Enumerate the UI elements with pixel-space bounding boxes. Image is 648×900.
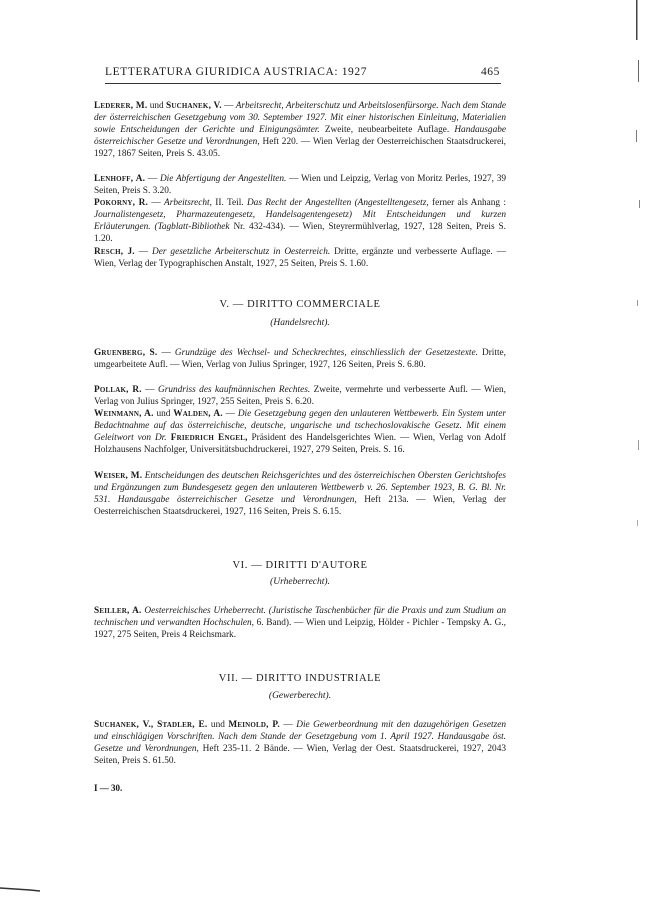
entry-coauthor: Suchanek, V. xyxy=(166,101,222,111)
entry-author: Pollak, R. xyxy=(94,385,142,395)
entry-author: Resch, J. xyxy=(94,247,135,257)
entry-author: Lenhoff, A. xyxy=(94,174,146,184)
entry-title: Die Gewerbeordnung mit den dazugehörigen Gesetzen und einschlägigen Vorschriften. Nach dem Stande der Gesetzgebung vom 1. April 1927. Handausgabe öst. Gesetze und Verordnungen, xyxy=(94,720,506,755)
entry-title: Grundzüge des Wechsel- und Scheckrechtes, einschliesslich der Gesetzestexte. xyxy=(174,348,478,358)
entry-author: Gruenberg, S. xyxy=(94,348,158,358)
bib-entry: Seiller, A. Oesterreichisches Urheberrecht. (Juristische Taschenbücher für die Praxis und zum Studium an technischen und verwandten Hochschulen, 6. Band). — Wien und Leipzig, Hölder - Pichler - Tempsky A. G., 1927, 275 Seiten, Preis 4 Reichsmark. xyxy=(94,606,507,641)
bib-entry: Resch, J. — Der gesetzliche Arbeiterschutz in Oesterreich. Dritte, ergänzte und verbesserte Auflage. — Wien, Verlag der Typographischen Anstalt, 1927, 25 Seiten, Preis S. 1.60. xyxy=(94,247,507,270)
section-subtitle: (Gewerberecht). xyxy=(268,691,332,701)
section-title: VII. — DIRITTO INDUSTRIALE xyxy=(218,673,382,684)
corner-scan-mark xyxy=(0,882,40,892)
entry-coauthor: Walden, A. xyxy=(173,409,223,419)
entry-author: Lederer, M. xyxy=(94,101,148,111)
entry-author: Pokorny, R. xyxy=(94,198,149,208)
entry-author: Seiller, A. xyxy=(94,606,142,616)
entry-title: Der gesetzliche Arbeiterschutz in Oesterreich. xyxy=(152,247,331,257)
section-subtitle: (Handelsrecht). xyxy=(270,318,330,328)
bib-entry: Gruenberg, S. — Grundzüge des Wechsel- und Scheckrechtes, einschliesslich der Gesetzestexte. Dritte, umgearbeitete Aufl. — Wien, Verlag von Julius Springer, 1927, 126 Seiten, Preis S. 6.80. xyxy=(94,348,506,371)
section-title: VI. — DIRITTI D'AUTORE xyxy=(232,560,368,571)
running-title: LETTERATURA GIURIDICA AUSTRIACA: 1927 xyxy=(105,66,368,78)
section-subtitle: (Urheberrecht). xyxy=(270,577,330,587)
entry-author: Weinmann, A. xyxy=(94,409,154,419)
bib-entry: Lederer, M. und Suchanek, V. — Arbeitsrecht, Arbeiterschutz und Arbeitslosenfürsorge. Nach dem Stande der österreichischen Gesetzgebung vom 30. September 1927. Mit einer historischen Einleitung, Materialien sowie Entscheidungen der Gerichte und Einigungsämter. Zweite, neubearbeitete Auflage. Handausgabe österreichischer Gesetze und Verordnungen, Heft 220. — Wien Verlag der Oesterreichischen Staatsdruckerei, 1927, 1867 Seiten, Preis S. 43.05. xyxy=(94,101,507,160)
bib-entry: Weiser, M. Entscheidungen des deutschen Reichsgerichtes und des österreichischen Obersten Gerichtshofes und Ergänzungen zum Bundesgesetz gegen den unlauteren Wettbewerb v. 26. September 1923, B. G. Bl. Nr. 531. Handausgabe österreichischer Gesetze und Verordnungen, Heft 213a. — Wien, Verlag der Oesterreichischen Staatsdruckerei, 1927, 116 Seiten, Preis S. 6.15. xyxy=(94,471,506,518)
entry-author: Suchanek, V., xyxy=(94,720,154,730)
bib-entry: Weinmann, A. und Walden, A. — Die Gesetzgebung gegen den unlauteren Wettbewerb. Ein System unter Bedachtnahme auf das österreichische, deutsche, ungarische und tschechoslovakische Gesetz. Mit einem Geleitwort von Dr. Friedrich Engel, Präsident des Handelsgerichtes Wien. — Wien, Verlag von Adolf Holzhausens Nachfolger, Universitätsbuchdruckerei, 1927, 279 Seiten, Preis. S. 16. xyxy=(94,409,507,456)
bib-entry: Lenhoff, A. — Die Abfertigung der Angestellten. — Wien und Leipzig, Verlag von Moritz Perles, 1927, 39 Seiten, Preis S. 3.20. xyxy=(94,174,506,197)
running-header xyxy=(105,66,500,78)
entry-coauthor: Meinold, P. xyxy=(228,720,280,730)
entry-title: Die Abfertigung der Angestellten. xyxy=(159,174,287,184)
entry-title: Entscheidungen des deutschen Reichsgerichtes und des österreichischen Obersten Gerichtshofes und Ergänzungen zum Bundesgesetz gegen den unlauteren Wettbewerb v. 26. September 1923, B. G. Bl. Nr. 531. Handausgabe österreichischer Gesetze und Verordnungen, xyxy=(94,471,506,506)
header-rule xyxy=(105,83,501,84)
section-title: V. — DIRITTO COMMERCIALE xyxy=(219,299,381,310)
page-number: 465 xyxy=(480,66,500,78)
margin-scan-marks xyxy=(630,0,644,900)
bib-entry: Pollak, R. — Grundriss des kaufmännischen Rechtes. Zweite, vermehrte und verbesserte Aufl. — Wien, Verlag von Julius Springer, 1927, 255 Seiten, Preis S. 6.20. xyxy=(94,385,507,408)
entry-title: Die Gesetzgebung gegen den unlauteren Wettbewerb. Ein System unter Bedachtnahme auf das österreichische, deutsche, ungarische und tschechoslovakische Gesetz. Mit einem Geleitwort von Dr. xyxy=(94,409,507,444)
printer-signature: I — 30. xyxy=(94,783,123,793)
entry-title: Arbeitsrecht, Arbeiterschutz und Arbeitslosenfürsorge. Nach dem Stande der österreichischen Gesetzgebung vom 30. September 1927. Mit einer historischen Einleitung, Materialien sowie Entscheidungen der Gerichte und Einigungsämter. xyxy=(94,101,507,136)
bib-entry: Suchanek, V., Stadler, E. und Meinold, P. — Die Gewerbeordnung mit den dazugehörigen Gesetzen und einschlägigen Vorschriften. Nach dem Stande der Gesetzgebung vom 1. April 1927. Handausgabe öst. Gesetze und Verordnungen, Heft 235-11. 2 Bände. — Wien, Verlag der Oest. Staatsdruckerei, 1927, 2043 Seiten, Preis S. 61.50. xyxy=(94,720,506,767)
entry-author: Weiser, M. xyxy=(94,471,143,481)
entry-title: Oesterreichisches Urheberrecht. (Juristische Taschenbücher für die Praxis und zum Studium an technischen und verwandten Hochschulen, xyxy=(94,606,507,629)
entry-title: Arbeitsrecht, xyxy=(164,198,212,208)
bib-entry: Pokorny, R. — Arbeitsrecht, II. Teil. Das Recht der Angestellten (Angestelltengesetz, ferner als Anhang : Journalistengesetz, Pharmazeutengesetz, Handelsagentengesetz) Mit Entscheidungen und kurzen Erläuterungen. (Tagblatt-Bibliothek Nr. 432-434). — Wien, Steyrermühlverlag, 1927, 128 Seiten, Preis S. 1.20. xyxy=(94,198,506,245)
entry-title: Grundriss des kaufmännischen Rechtes. xyxy=(158,385,311,395)
